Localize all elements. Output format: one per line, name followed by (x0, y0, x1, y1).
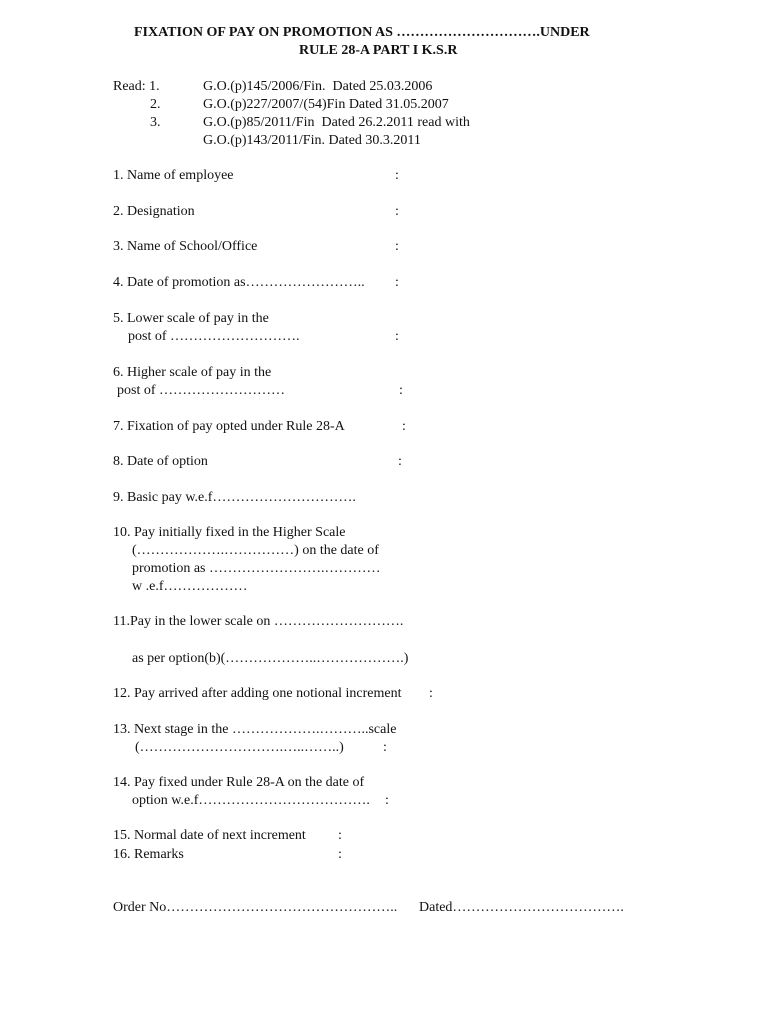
field-next-increment: 15. Normal date of next increment (113, 828, 306, 843)
colon: : (395, 329, 399, 344)
read-item-2-num: 2. (150, 97, 161, 112)
field-name-of-employee: 1. Name of employee (113, 168, 234, 183)
colon: : (398, 454, 402, 469)
colon: : (395, 275, 399, 290)
read-item-3: G.O.(p)85/2011/Fin Dated 26.2.2011 read with (203, 115, 470, 130)
field-pay-fixed-rule: 14. Pay fixed under Rule 28-A on the date of (113, 775, 365, 790)
field-higher-scale: 6. Higher scale of pay in the (113, 365, 272, 380)
order-dated: Dated………………………………. (419, 900, 624, 915)
field-pay-initially-fixed-scale: (……………….……………) on the date of (132, 543, 379, 558)
colon: : (338, 847, 342, 862)
field-next-stage-range: (………………………….…..……..) (135, 740, 344, 755)
colon: : (429, 686, 433, 701)
colon: : (395, 168, 399, 183)
field-pay-lower-scale: 11.Pay in the lower scale on ………………………. (113, 614, 404, 629)
field-pay-initially-fixed-wef: w .e.f……………… (132, 579, 248, 594)
read-label: Read: 1. (113, 79, 160, 94)
colon: : (395, 204, 399, 219)
field-notional-increment: 12. Pay arrived after adding one notional increment (113, 686, 402, 701)
field-lower-scale: 5. Lower scale of pay in the (113, 311, 269, 326)
field-date-of-promotion: 4. Date of promotion as…………………….. (113, 275, 365, 290)
field-designation: 2. Designation (113, 204, 195, 219)
read-item-3-num: 3. (150, 115, 161, 130)
field-pay-lower-scale-option: as per option(b)(………………..……………….) (132, 651, 409, 666)
field-pay-initially-fixed-promotion: promotion as …………………….………… (132, 561, 381, 576)
colon: : (395, 239, 399, 254)
field-school-office: 3. Name of School/Office (113, 239, 258, 254)
title-line-1: FIXATION OF PAY ON PROMOTION AS ………………………….UNDER (134, 25, 590, 40)
field-date-of-option: 8. Date of option (113, 454, 208, 469)
colon: : (338, 828, 342, 843)
read-item-2: G.O.(p)227/2007/(54)Fin Dated 31.05.2007 (203, 97, 449, 112)
field-lower-scale-post: post of ………………………. (128, 329, 300, 344)
read-item-3-cont: G.O.(p)143/2011/Fin. Dated 30.3.2011 (203, 133, 421, 148)
field-pay-fixed-rule-wef: option w.e.f………………………………. (132, 793, 370, 808)
colon: : (399, 383, 403, 398)
colon: : (402, 419, 406, 434)
read-item-1: G.O.(p)145/2006/Fin. Dated 25.03.2006 (203, 79, 433, 94)
field-pay-initially-fixed: 10. Pay initially fixed in the Higher Scale (113, 525, 346, 540)
colon: : (385, 793, 389, 808)
title-line-2: RULE 28-A PART I K.S.R (299, 43, 458, 58)
field-higher-scale-post: post of ……………………… (117, 383, 285, 398)
order-number: Order No………………………………………….. (113, 900, 398, 915)
field-remarks: 16. Remarks (113, 847, 184, 862)
field-fixation-opted: 7. Fixation of pay opted under Rule 28-A (113, 419, 345, 434)
field-basic-pay: 9. Basic pay w.e.f…………………………. (113, 490, 356, 505)
field-next-stage: 13. Next stage in the ……………….………..scale (113, 722, 397, 737)
colon: : (383, 740, 387, 755)
